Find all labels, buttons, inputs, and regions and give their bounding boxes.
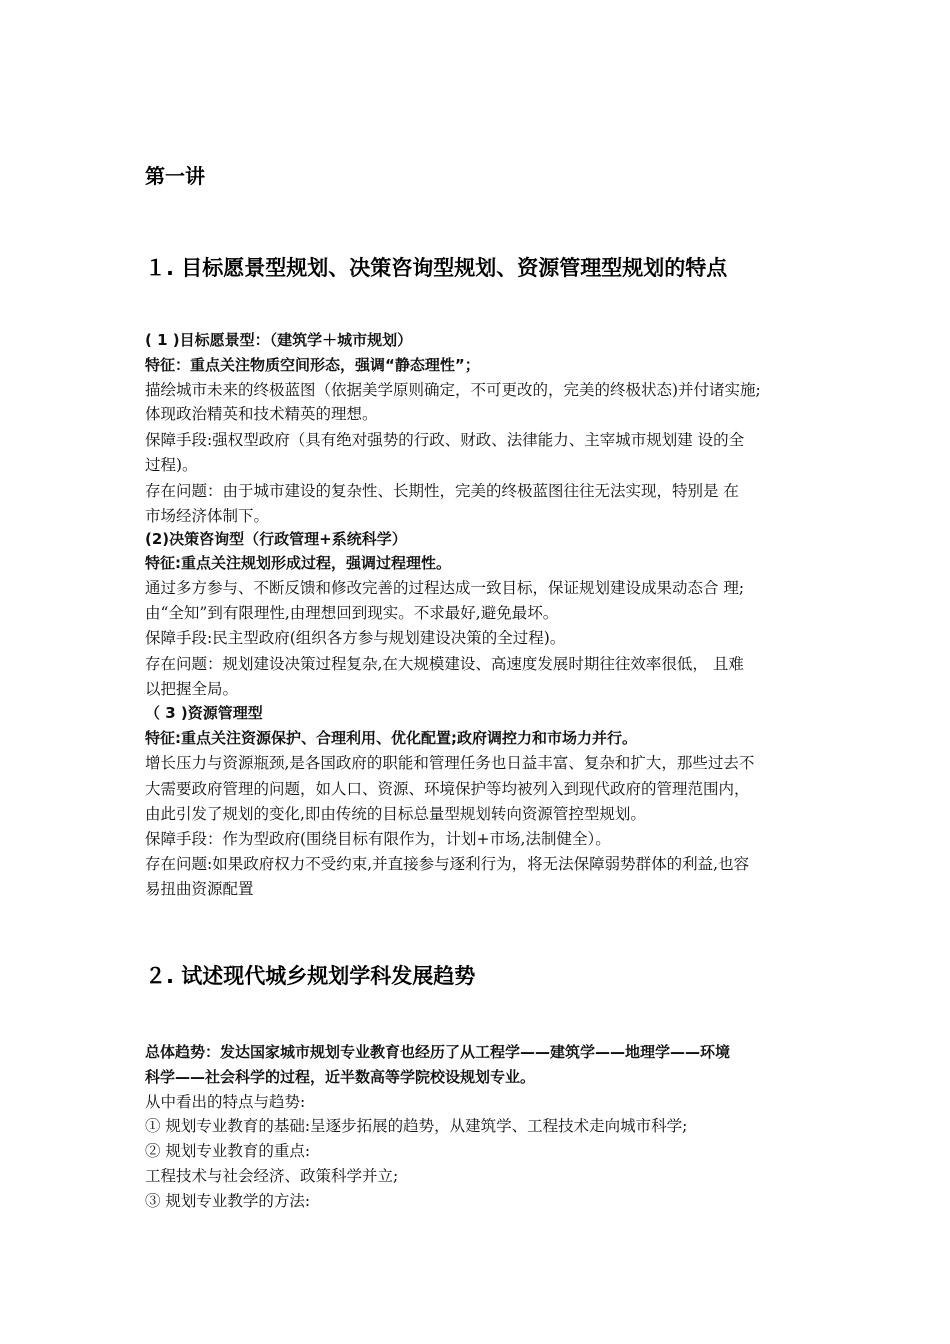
paragraph-line: 大需要政府管理的问题，如人口、资源、环境保护等均被列入到现代政府的管理范围内，	[145, 780, 750, 798]
paragraph-line: 由此引发了规划的变化,即由传统的目标总量型规划转向资源管控型规划。	[145, 805, 646, 823]
paragraph-line: 保障手段:强权型政府（具有绝对强势的行政、财政、法律能力、主宰城市规划建 设的全	[145, 431, 745, 449]
paragraph-line: 存在问题：由于城市建设的复杂性、长期性，完美的终极蓝图往往无法实现，特别是 在	[145, 482, 739, 500]
paragraph-line: 以把握全局。	[145, 680, 239, 698]
paragraph-line: 科学——社会科学的过程，近半数高等学院校设规划专业。	[145, 1068, 536, 1086]
paragraph-line: ② 规划专业教育的重点:	[145, 1142, 311, 1160]
paragraph-line: ( 1 )目标愿景型：（建筑学＋城市规划）	[145, 331, 413, 349]
paragraph-line: 保障手段：作为型政府(围绕目标有限作为，计划+市场,法制健全）。	[145, 830, 611, 848]
paragraph-line: 体现政治精英和技术精英的理想。	[145, 405, 378, 423]
paragraph-line: 易扭曲资源配置	[145, 880, 254, 898]
paragraph-line: 描绘城市未来的终极蓝图（依据美学原则确定，不可更改的，完美的终极状态)并付诸实施;	[145, 381, 761, 399]
paragraph-line: 总体趋势：发达国家城市规划专业教育也经历了从工程学——建筑学——地理学——环境	[145, 1043, 731, 1061]
paragraph-line: 特征:重点关注规划形成过程，强调过程理性。	[145, 554, 452, 572]
paragraph-line: ① 规划专业教育的基础:呈逐步拓展的趋势，从建筑学、工程技术走向城市科学;	[145, 1117, 688, 1135]
paragraph-line: 过程)。	[145, 456, 198, 474]
paragraph-line: （ 3 )资源管理型	[145, 704, 263, 722]
paragraph-line: 特征：重点关注物质空间形态，强调“静态理性”；	[145, 356, 480, 374]
section-2-heading: ２. 试述现代城乡规划学科发展趋势	[145, 964, 476, 988]
paragraph-line: 通过多方参与、不断反馈和修改完善的过程达成一致目标，保证规划建设成果动态合 理;	[145, 579, 745, 597]
section-1-heading: １. 目标愿景型规划、决策咨询型规划、资源管理型规划的特点	[145, 256, 728, 280]
paragraph-line: 由“全知”到有限理性,由理想回到现实。不求最好,避免最坏。	[145, 604, 559, 622]
paragraph-line: 从中看出的特点与趋势:	[145, 1093, 306, 1111]
paragraph-line: (2)决策咨询型（行政管理+系统科学）	[145, 530, 407, 548]
paragraph-line: 工程技术与社会经济、政策科学并立;	[145, 1167, 399, 1185]
paragraph-line: 保障手段:民主型政府(组织各方参与规划建设决策的全过程)。	[145, 629, 566, 647]
paragraph-line: 市场经济体制下。	[145, 507, 270, 525]
paragraph-line: 增长压力与资源瓶颈,是各国政府的职能和管理任务也日益丰富、复杂和扩大，那些过去不	[145, 754, 755, 772]
lecture-title: 第一讲	[145, 164, 205, 188]
paragraph-line: ③ 规划专业教学的方法:	[145, 1192, 311, 1210]
paragraph-line: 存在问题：规划建设决策过程复杂,在大规模建设、高速度发展时期往往效率很低， 且难	[145, 655, 744, 673]
paragraph-line: 特征:重点关注资源保护、合理利用、优化配置;政府调控力和市场力并行。	[145, 729, 638, 747]
paragraph-line: 存在问题:如果政府权力不受约束,并直接参与逐利行为，将无法保障弱势群体的利益,也容	[145, 855, 750, 873]
